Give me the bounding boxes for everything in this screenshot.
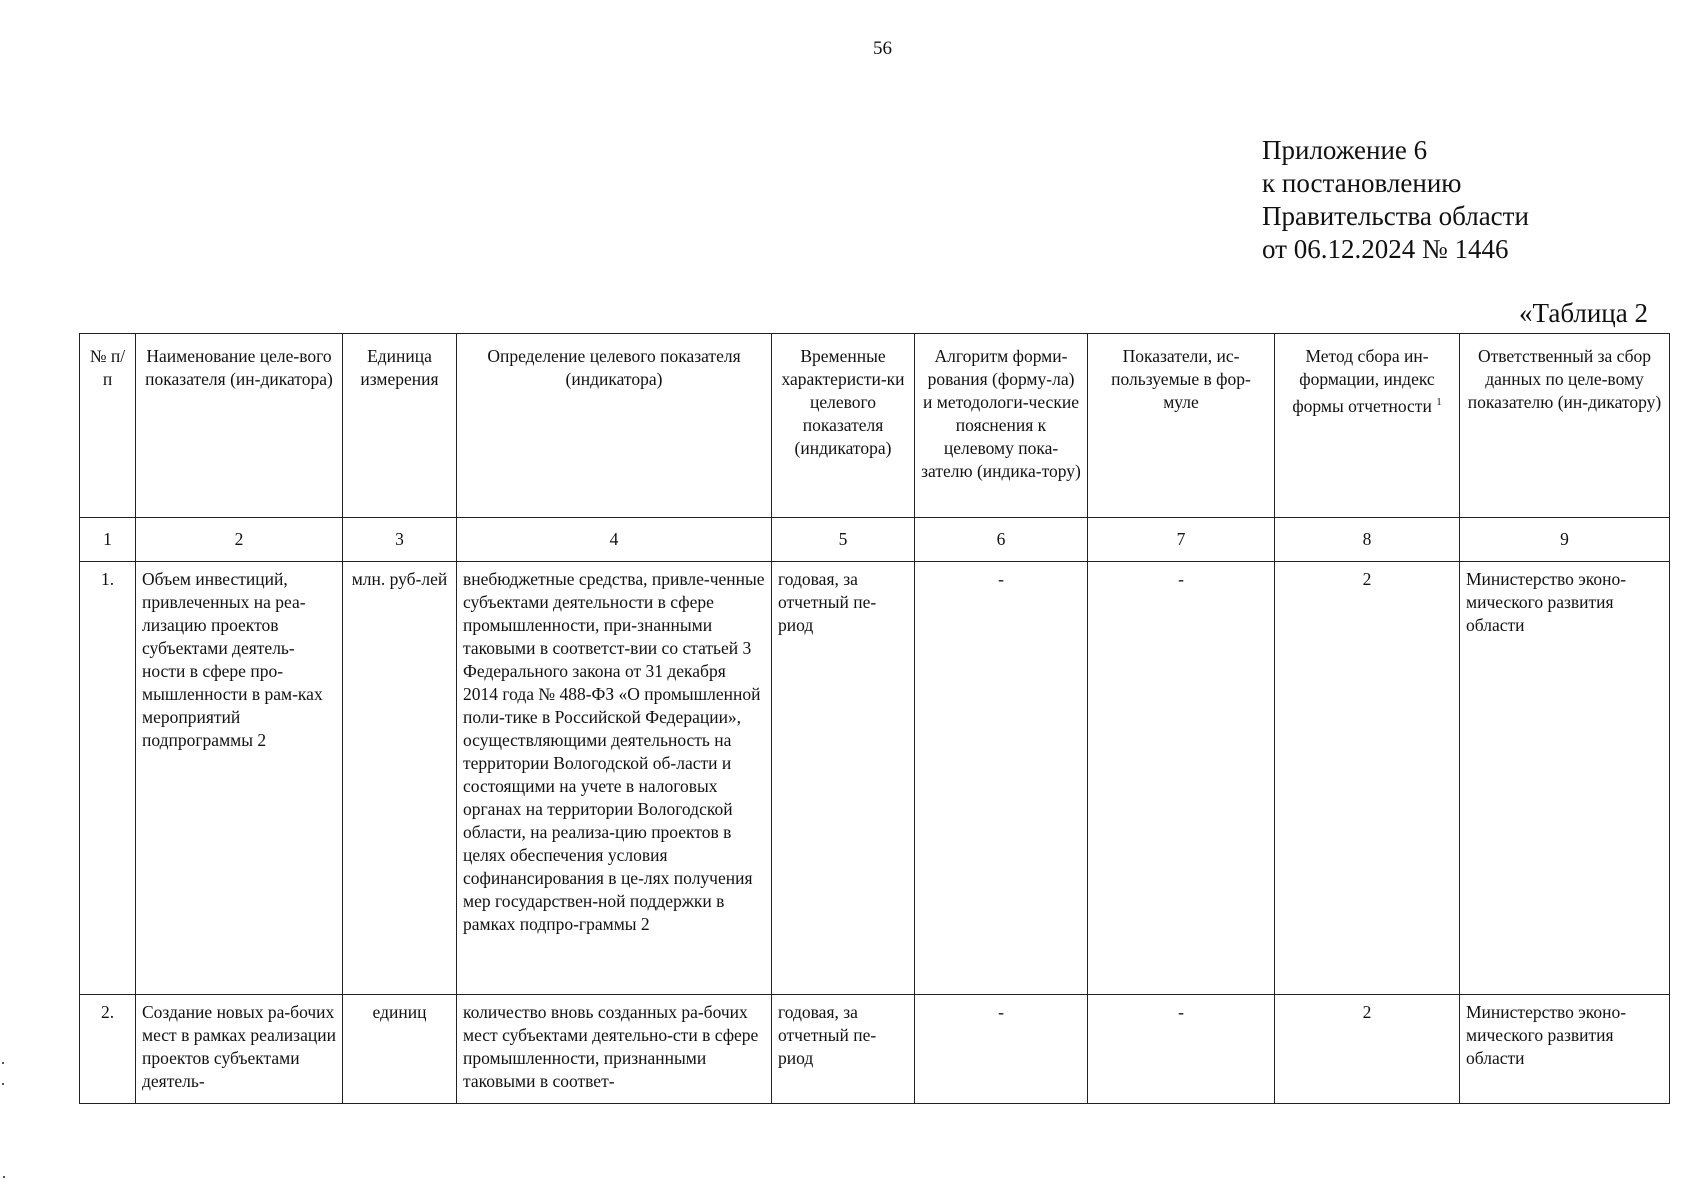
responsible-body: Министерство эконо-мического развития области <box>1460 562 1670 995</box>
header-col-8-text: Метод сбора ин-формации, индекс формы отчетности <box>1292 346 1435 416</box>
table-header-row <box>80 334 1670 518</box>
column-number: 9 <box>1460 518 1670 562</box>
footnote-marker: 1 <box>1436 396 1442 408</box>
column-number: 4 <box>457 518 772 562</box>
appendix-line-4: от 06.12.2024 № 1446 <box>1262 234 1509 264</box>
scan-speck <box>3 1176 5 1178</box>
header-col-7: Показатели, ис-пользуемые в фор-муле <box>1088 334 1275 518</box>
column-number: 6 <box>915 518 1088 562</box>
indicator-name: Создание новых ра-бочих мест в рамках реализации проектов субъектами деятель- <box>136 995 343 1104</box>
table-row <box>80 562 1670 995</box>
time-characteristics: годовая, за отчетный пе-риод <box>772 562 915 995</box>
column-number-row <box>80 518 1670 562</box>
formula-indicators: - <box>1088 995 1275 1104</box>
column-number: 2 <box>136 518 343 562</box>
scan-speck <box>2 1062 4 1064</box>
collection-method: 2 <box>1275 562 1460 995</box>
unit: единиц <box>343 995 457 1104</box>
appendix-line-3: Правительства области <box>1262 201 1529 231</box>
algorithm: - <box>915 995 1088 1104</box>
column-number: 7 <box>1088 518 1275 562</box>
header-col-3: Единица измерения <box>343 334 457 518</box>
formula-indicators: - <box>1088 562 1275 995</box>
row-number: 2. <box>80 995 136 1104</box>
header-col-6: Алгоритм форми-рования (форму-ла) и методологи-ческие пояснения к целевому пока-зателю (индика-тору) <box>915 334 1088 518</box>
indicator-name: Объем инвестиций, привлеченных на реа-лизацию проектов субъектами деятель-ности в сфере про-мышленности в рам-ках мероприятий подпрограммы 2 <box>136 562 343 995</box>
indicator-definition: внебюджетные средства, привле-ченные субъектами деятельности в сфере промышленности, при-знанными таковыми в соответст-вии со статьей 3 Федерального закона от 31 декабря 2014 года № 488-ФЗ «О промышленной поли-тике в Российской Федерации», осуществляющими деятельность на территории Вологодской об-ласти и состоящими на учете в налоговых органах на территории Вологодской области, на реализа-цию проектов в целях обеспечения условия софинансирования в це-лях получения мер государствен-ной поддержки в рамках подпро-граммы 2 <box>457 562 772 995</box>
collection-method: 2 <box>1275 995 1460 1104</box>
algorithm: - <box>915 562 1088 995</box>
unit: млн. руб-лей <box>343 562 457 995</box>
row-number: 1. <box>80 562 136 995</box>
header-col-2: Наименование целе-вого показателя (ин-дикатора) <box>136 334 343 518</box>
appendix-line-1: Приложение 6 <box>1262 135 1428 165</box>
scan-speck <box>2 1083 4 1085</box>
header-col-4: Определение целевого показателя (индикатора) <box>457 334 772 518</box>
header-col-5: Временные характеристи-ки целевого показателя (индикатора) <box>772 334 915 518</box>
indicators-table <box>79 333 1670 1104</box>
indicator-definition: количество вновь созданных ра-бочих мест субъектами деятельно-сти в сфере промышленности, признанными таковыми в соответ- <box>457 995 772 1104</box>
column-number: 8 <box>1275 518 1460 562</box>
column-number: 3 <box>343 518 457 562</box>
column-number: 1 <box>80 518 136 562</box>
appendix-header <box>1262 134 1529 266</box>
table-caption: «Таблица 2 <box>1519 298 1648 328</box>
responsible-body: Министерство эконо-мического развития области <box>1460 995 1670 1104</box>
page-number: 56 <box>873 38 892 59</box>
header-col-9: Ответственный за сбор данных по целе-вому показателю (ин-дикатору) <box>1460 334 1670 518</box>
column-number: 5 <box>772 518 915 562</box>
header-col-8 <box>1275 334 1460 518</box>
header-col-1: № п/п <box>80 334 136 518</box>
time-characteristics: годовая, за отчетный пе-риод <box>772 995 915 1104</box>
appendix-line-2: к постановлению <box>1262 168 1462 198</box>
table-row <box>80 995 1670 1104</box>
